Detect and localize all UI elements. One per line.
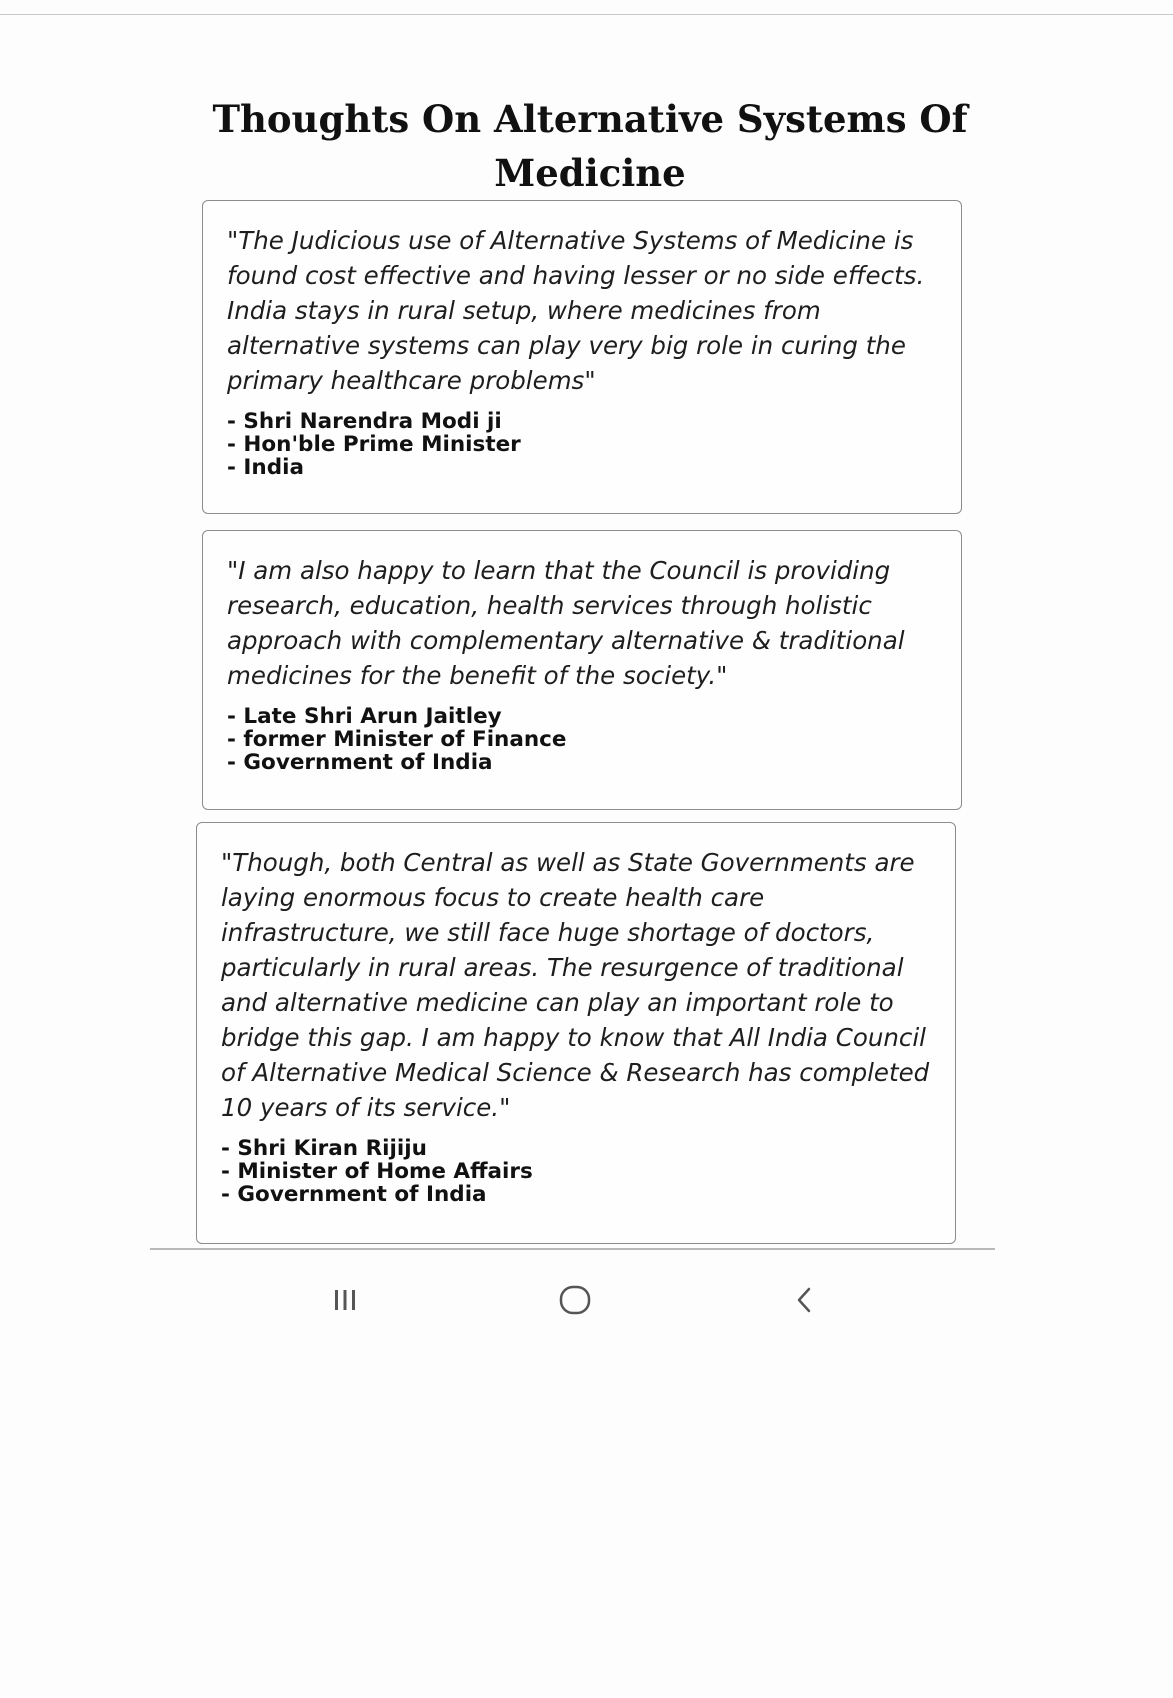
top-divider <box>0 14 1173 15</box>
quote-card-modi <box>202 200 962 514</box>
back-button[interactable] <box>775 1270 835 1330</box>
page-title: Thoughts On Alternative Systems Of Medicine <box>212 97 968 195</box>
attribution-line-title: - Hon'ble Prime Minister <box>227 432 521 457</box>
home-button[interactable] <box>545 1270 605 1330</box>
quote-card-jaitley <box>202 530 962 810</box>
attribution-line-name: - Shri Narendra Modi ji <box>227 409 502 434</box>
quote-text: "Though, both Central as well as State Governments are laying enormous focus to create health care infrastructure, we still face huge shortage of doctors, particularly in rural areas. The resurgence of traditional and alternative medicine can play an important role to bridge this gap. I am happy to know that All India Council of Alternative Medical Science & Research has completed 10 years of its service." <box>221 848 930 1122</box>
android-navigation-bar <box>150 1270 995 1330</box>
quote-attribution <box>227 705 937 774</box>
quote-attribution <box>221 1137 931 1206</box>
quote-card-rijiju <box>196 822 956 1244</box>
recent-apps-icon <box>330 1285 360 1315</box>
attribution-line-name: - Shri Kiran Rijiju <box>221 1136 427 1161</box>
attribution-line-org: - Government of India <box>221 1182 487 1207</box>
quote-text: "The Judicious use of Alternative Systems of Medicine is found cost effective and having lesser or no side effects. India stays in rural setup, where medicines from alternative systems can play very big role in curing the primary healthcare problems" <box>227 226 925 395</box>
attribution-line-name: - Late Shri Arun Jaitley <box>227 704 502 729</box>
attribution-line-org: - India <box>227 455 304 480</box>
nav-divider <box>150 1248 995 1250</box>
recent-apps-button[interactable] <box>315 1270 375 1330</box>
attribution-line-title: - former Minister of Finance <box>227 727 567 752</box>
home-icon <box>555 1280 595 1320</box>
attribution-line-org: - Government of India <box>227 750 493 775</box>
back-icon <box>790 1285 820 1315</box>
quote-attribution <box>227 410 937 479</box>
attribution-line-title: - Minister of Home Affairs <box>221 1159 533 1184</box>
quote-text: "I am also happy to learn that the Council is providing research, education, health services through holistic approach with complementary alternative & traditional medicines for the benefit of the society." <box>227 556 905 690</box>
